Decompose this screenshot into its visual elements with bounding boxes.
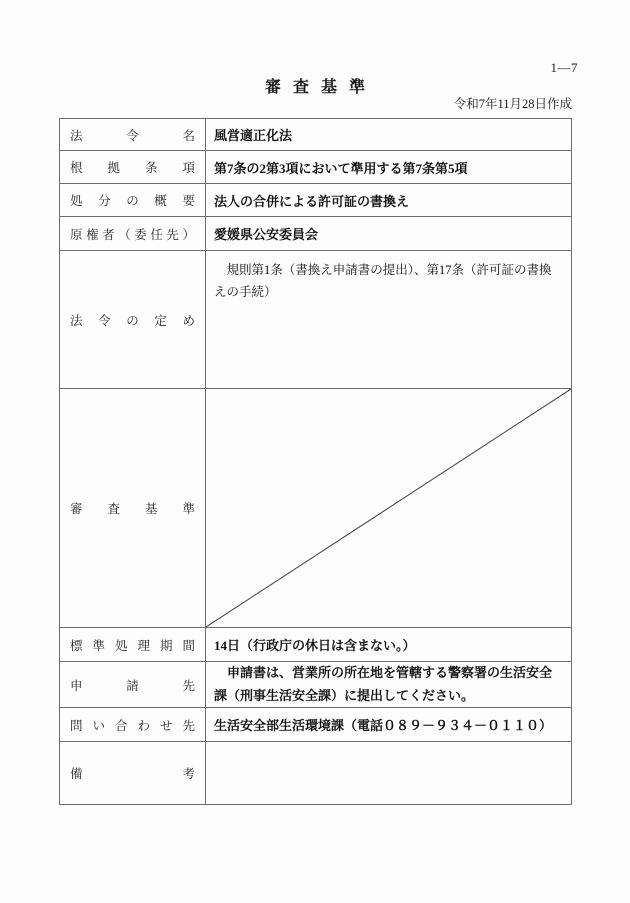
row-label: 法令の定め — [70, 313, 195, 328]
row-label-cell — [60, 217, 206, 250]
table-row — [60, 742, 571, 804]
table-row — [60, 184, 571, 217]
row-value: 愛媛県公安委員会 — [214, 227, 319, 242]
row-value: 法人の合併による許可証の書換え — [214, 193, 410, 209]
row-value-cell — [206, 389, 571, 627]
row-label-cell — [60, 389, 206, 627]
row-value-cell — [206, 628, 571, 661]
page-title: 審査基準 — [264, 79, 377, 96]
creation-date: 令和7年11月28日作成 — [453, 97, 572, 111]
row-value-cell — [206, 184, 571, 216]
row-value-cell — [206, 119, 571, 150]
row-value: 第7条の2第3項において準用する第7条第5項 — [214, 160, 468, 176]
row-value-cell — [206, 708, 571, 741]
row-label: 原権者（委任先） — [70, 227, 195, 242]
row-value-cell — [206, 662, 571, 707]
table-row — [60, 251, 571, 389]
row-label: 問い合わせ先 — [70, 718, 195, 733]
row-value: 風営適正化法 — [214, 128, 293, 143]
row-label-cell — [60, 628, 206, 661]
row-value: 生活安全部生活環境課（電話０８９－９３４－０１１０） — [214, 718, 553, 733]
row-value-cell — [206, 742, 571, 804]
table-row — [60, 119, 571, 151]
table-row — [60, 628, 571, 662]
row-label: 備考 — [70, 767, 195, 781]
row-value: 規則第1条（書換え申請書の提出）、第17条（許可証の書換えの手続） — [214, 263, 552, 299]
strikethrough-diagonal-line — [206, 389, 571, 627]
row-label-cell — [60, 184, 206, 216]
row-label-cell — [60, 742, 206, 804]
table-row — [60, 389, 571, 628]
row-value-cell — [206, 217, 571, 250]
row-value-cell — [206, 151, 571, 183]
row-label-cell — [60, 251, 206, 388]
table-row — [60, 151, 571, 184]
row-label: 申請先 — [70, 678, 195, 693]
row-value-cell — [206, 251, 571, 388]
row-label-cell — [60, 151, 206, 183]
row-label: 法令名 — [70, 128, 195, 143]
table-row — [60, 708, 571, 742]
row-label: 審査基準 — [70, 502, 195, 516]
table-row — [60, 662, 571, 708]
row-value: 申請書は、営業所の所在地を管轄する警察署の生活安全課（刑事生活安全課）に提出してください。 — [214, 665, 553, 703]
row-label-cell — [60, 119, 206, 150]
row-value: 14日（行政庁の休日は含まない。） — [214, 638, 416, 653]
row-label-cell — [60, 708, 206, 741]
criteria-table — [59, 118, 572, 805]
table-row — [60, 217, 571, 251]
row-label-cell — [60, 662, 206, 707]
row-label: 標準処理期間 — [70, 638, 195, 653]
page-number: 1—7 — [550, 60, 578, 75]
row-label: 根拠条項 — [70, 161, 195, 175]
row-label: 処分の概要 — [70, 194, 195, 208]
